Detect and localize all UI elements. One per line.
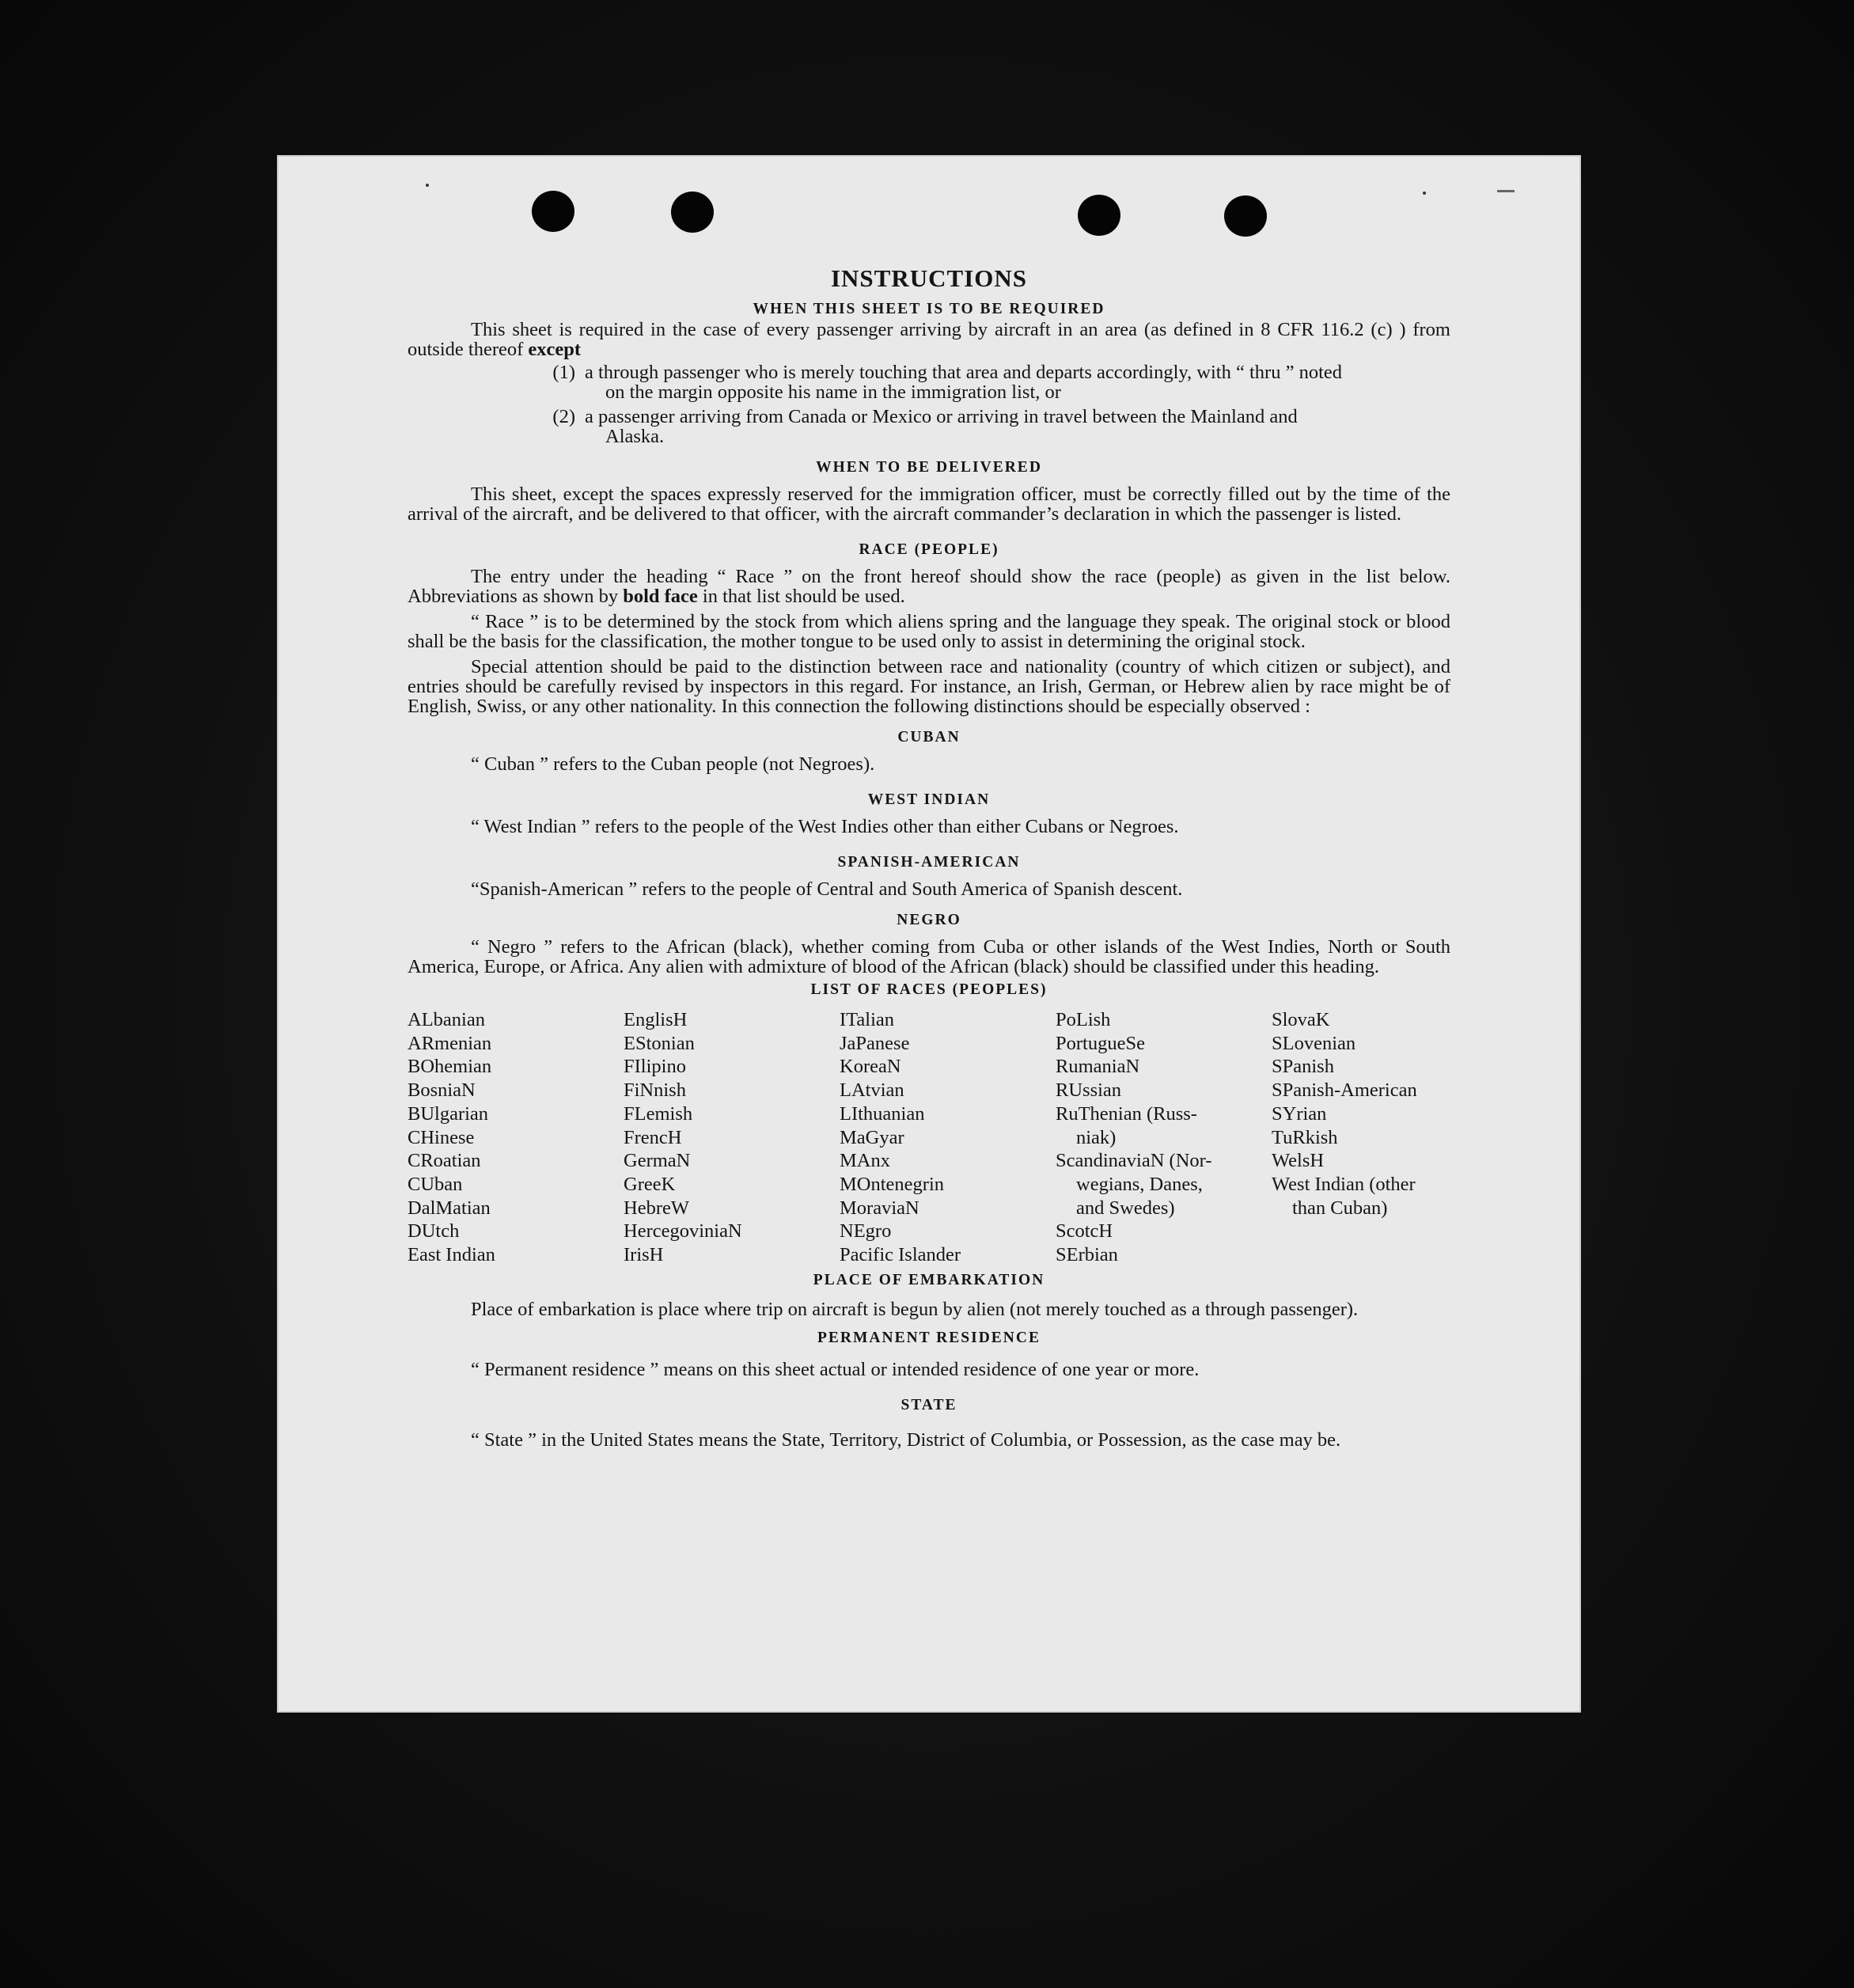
bold-face-text: bold face: [623, 586, 698, 607]
race-entry: ITalian: [840, 1009, 895, 1030]
item-continuation: Alaska.: [605, 426, 665, 447]
race-entry: LAtvian: [840, 1079, 904, 1102]
delivered-paragraph: This sheet, except the spaces expressly reserved for the immigration officer, must be correctly filled out by the time of the arrival of the aircraft, and be delivered to that officer, with the aircraft commander’s declaration in which the passenger is listed.: [408, 484, 1450, 525]
race-entry: HercegoviniaN: [624, 1220, 742, 1242]
cuban-paragraph: “ Cuban ” refers to the Cuban people (not Negroes).: [471, 753, 875, 775]
race-entry: ARmenian: [408, 1032, 492, 1054]
race-entry: RumaniaN: [1056, 1056, 1140, 1078]
residence-paragraph: “ Permanent residence ” means on this sheet actual or intended residence of one year or more.: [471, 1358, 1200, 1380]
document-sheet: [277, 155, 1581, 1713]
section-heading-required: WHEN THIS SHEET IS TO BE REQUIRED: [753, 301, 1105, 317]
race-entry: LIthuanian: [840, 1102, 925, 1125]
race-entry: than Cuban): [1292, 1197, 1388, 1219]
race-entry: FiNnish: [624, 1079, 686, 1102]
instructions-content: [408, 264, 1450, 1453]
race-entry: SPanish-American: [1272, 1079, 1417, 1102]
section-heading-race: RACE (PEOPLE): [859, 541, 999, 558]
race-entry: WelsH: [1272, 1150, 1325, 1172]
race-paragraph-3: Special attention should be paid to the distinction between race and nationality (country of which citizen or subject), and entries should be carefully revised by inspectors in this regard. For instance, an Irish, German, or Hebrew alien by race might be of English, Swiss, or any other nationality. In this connection the following distinctions should be especially observed :: [408, 656, 1450, 717]
item-line: a through passenger who is merely touching that area and departs accordingly, with “ thru ” noted: [585, 362, 1343, 383]
race-entry: SErbian: [1056, 1244, 1118, 1266]
section-heading-spanish-american: SPANISH-AMERICAN: [837, 854, 1021, 871]
races-column: [408, 1008, 624, 1267]
race-entry: RUssian: [1056, 1079, 1122, 1102]
required-paragraph: [408, 320, 1450, 359]
race-entry: KoreaN: [840, 1056, 901, 1078]
race-entry: BUlgarian: [408, 1102, 489, 1125]
race-entry: GreeK: [624, 1173, 676, 1195]
race-entry: niak): [1076, 1126, 1117, 1148]
race-entry: MOntenegrin: [840, 1173, 944, 1195]
race-entry: BOhemian: [408, 1056, 492, 1078]
race-text: The entry under the heading “ Race ” on the front hereof should show the race (people) as given in the list below. Abbreviations as shown by: [408, 566, 1450, 607]
dust-speck: [426, 184, 429, 187]
embarkation-paragraph: Place of embarkation is place where trip on aircraft is begun by alien (not merely touched as a through passenger).: [471, 1298, 1359, 1320]
race-entry: SPanish: [1272, 1056, 1334, 1078]
race-entry: DUtch: [408, 1220, 460, 1242]
race-entry: PoLish: [1056, 1009, 1111, 1030]
race-entry: NEgro: [840, 1220, 892, 1242]
item-text: [585, 407, 1450, 446]
race-entry: Pacific Islander: [840, 1244, 961, 1266]
race-entry: EnglisH: [624, 1009, 688, 1030]
race-entry: West Indian (other: [1272, 1173, 1416, 1195]
race-entry: FrencH: [624, 1126, 682, 1148]
spanish-american-paragraph: “Spanish-American ” refers to the people of Central and South America of Spanish descent.: [471, 878, 1183, 900]
section-heading-cuban: CUBAN: [897, 729, 961, 746]
race-entry: CUban: [408, 1173, 463, 1195]
race-entry: GermaN: [624, 1150, 691, 1172]
race-entry: SYrian: [1272, 1102, 1327, 1125]
list-item: [408, 362, 1450, 402]
race-entry: BosniaN: [408, 1079, 476, 1102]
section-heading-west-indian: WEST INDIAN: [867, 791, 991, 808]
item-number: (2): [552, 406, 575, 427]
except-word: except: [528, 339, 582, 360]
race-entry: EStonian: [624, 1032, 695, 1054]
races-column: [840, 1008, 1056, 1267]
punch-hole: [532, 191, 574, 232]
race-entry: MoraviaN: [840, 1197, 919, 1219]
race-text: in that list should be used.: [702, 586, 905, 607]
section-heading-state: STATE: [900, 1396, 957, 1413]
race-entry: TuRkish: [1272, 1126, 1338, 1148]
race-entry: RuThenian (Russ-: [1056, 1102, 1197, 1125]
required-text: This sheet is required in the case of every passenger arriving by aircraft in an area (as defined in 8 CFR 116.2 (c) ) from outside thereof: [408, 319, 1450, 360]
scan-mark: [1497, 190, 1515, 192]
exceptions-list: [408, 362, 1450, 446]
section-heading-delivered: WHEN TO BE DELIVERED: [816, 459, 1042, 476]
race-entry: SlovaK: [1272, 1009, 1330, 1030]
item-number: (1): [552, 362, 575, 383]
list-item: [408, 407, 1450, 446]
race-entry: CRoatian: [408, 1150, 481, 1172]
section-heading-residence: PERMANENT RESIDENCE: [817, 1329, 1041, 1346]
race-entry: FIlipino: [624, 1056, 686, 1078]
race-entry: CHinese: [408, 1126, 475, 1148]
race-entry: PortugueSe: [1056, 1032, 1145, 1054]
race-entry: DalMatian: [408, 1197, 491, 1219]
race-entry: wegians, Danes,: [1076, 1173, 1203, 1195]
page-title: INSTRUCTIONS: [830, 264, 1027, 292]
race-entry: MAnx: [840, 1150, 890, 1172]
section-heading-embarkation: PLACE OF EMBARKATION: [813, 1271, 1045, 1288]
punch-hole: [671, 192, 714, 233]
races-column: [1272, 1008, 1450, 1267]
race-entry: JaPanese: [840, 1032, 910, 1054]
races-column: [624, 1008, 840, 1267]
races-list: [408, 1008, 1450, 1267]
race-entry: ALbanian: [408, 1009, 485, 1030]
race-entry: IrisH: [624, 1244, 664, 1266]
race-entry: ScotcH: [1056, 1220, 1113, 1242]
race-paragraph-1: [408, 567, 1450, 606]
negro-paragraph: “ Negro ” refers to the African (black), whether coming from Cuba or other islands of the West Indies, North or South America, Europe, or Africa. Any alien with admixture of blood of the African (black) should be classified under this heading.: [408, 936, 1450, 977]
races-column: [1056, 1008, 1272, 1267]
west-indian-paragraph: “ West Indian ” refers to the people of the West Indies other than either Cubans or Negroes.: [471, 816, 1179, 837]
race-entry: SLovenian: [1272, 1032, 1356, 1054]
section-heading-negro: NEGRO: [897, 912, 961, 928]
item-continuation: on the margin opposite his name in the immigration list, or: [605, 381, 1061, 403]
state-paragraph: “ State ” in the United States means the State, Territory, District of Columbia, or Possession, as the case may be.: [471, 1428, 1341, 1451]
dust-speck: [1423, 192, 1426, 195]
punch-hole: [1078, 195, 1120, 236]
race-entry: and Swedes): [1076, 1197, 1175, 1219]
item-line: a passenger arriving from Canada or Mexico or arriving in travel between the Mainland and: [585, 406, 1298, 427]
section-heading-list-of-races: LIST OF RACES (PEOPLES): [810, 981, 1048, 998]
race-entry: FLemish: [624, 1102, 693, 1125]
race-entry: ScandinaviaN (Nor-: [1056, 1150, 1212, 1172]
punch-hole: [1224, 195, 1267, 237]
item-text: [585, 362, 1450, 402]
race-entry: HebreW: [624, 1197, 689, 1219]
race-entry: East Indian: [408, 1244, 495, 1266]
race-paragraph-2: “ Race ” is to be determined by the stock from which aliens spring and the language they speak. The original stock or blood shall be the basis for the classification, the mother tongue to be used only to assist in determining the original stock.: [408, 611, 1450, 652]
race-entry: MaGyar: [840, 1126, 904, 1148]
